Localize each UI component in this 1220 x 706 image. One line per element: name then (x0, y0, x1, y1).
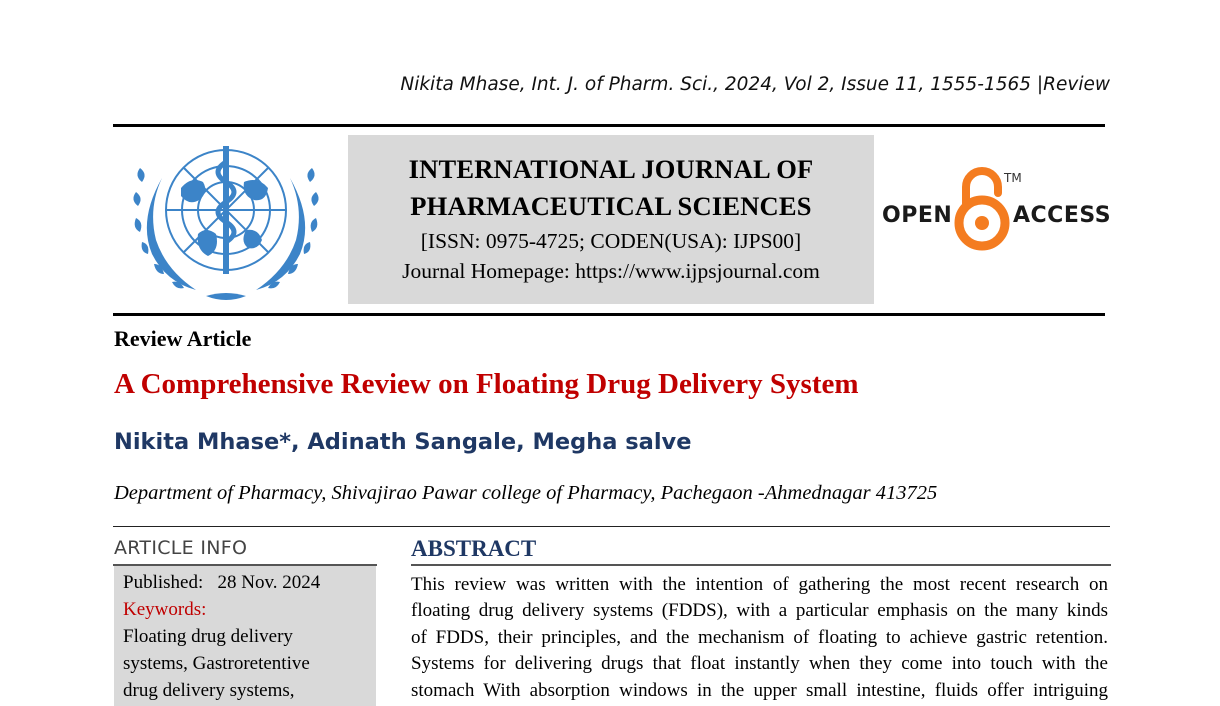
abstract-heading: ABSTRACT (411, 536, 537, 561)
open-access-word-open: OPEN (882, 203, 953, 228)
open-access-word-access: ACCESS (1013, 203, 1112, 228)
published-row (123, 569, 376, 596)
article-title: A Comprehensive Review on Floating Drug Delivery System (114, 368, 859, 400)
keyword-line: Floating drug delivery (123, 626, 293, 647)
abstract-line: This review was written with the intention of gathering the most recent research on (411, 574, 1108, 595)
abstract-line: Systems for delivering drugs that float instantly when they come into touch with the (411, 653, 1108, 675)
published-label: Published: (123, 572, 204, 593)
article-info-heading: ARTICLE INFO (114, 537, 248, 559)
open-access-logo (880, 165, 1112, 255)
un-who-emblem-icon (126, 138, 326, 306)
article-type: Review Article (114, 326, 252, 351)
abstract-body (411, 572, 1108, 704)
journal-banner (348, 135, 874, 304)
header-rule-bottom (113, 313, 1105, 316)
keyword-line: drug delivery systems, (123, 680, 295, 701)
abstract-line: floating drug delivery systems (FDDS), with a particular emphasis on the many kinds (411, 600, 1108, 622)
keywords-label: Keywords: (123, 599, 207, 620)
journal-title-line1: INTERNATIONAL JOURNAL OF (408, 154, 814, 184)
article-affiliation: Department of Pharmacy, Shivajirao Pawar college of Pharmacy, Pachegaon -Ahmednagar 413725 (114, 482, 938, 504)
published-date: 28 Nov. 2024 (217, 572, 321, 593)
article-authors: Nikita Mhase*, Adinath Sangale, Megha salve (114, 429, 692, 455)
abstract-rule (411, 564, 1111, 566)
journal-homepage[interactable]: Journal Homepage: https://www.ijpsjournal.com (402, 259, 820, 283)
open-access-lock-icon (954, 165, 1010, 255)
keyword-line: systems, Gastroretentive (123, 653, 310, 674)
article-info-box (114, 566, 376, 706)
journal-title-line2: PHARMACEUTICAL SCIENCES (410, 191, 812, 221)
abstract-line: of FDDS, their principles, and the mechanism of floating to achieve gastric retention. (411, 626, 1108, 648)
section-divider (113, 526, 1110, 527)
header-rule-top (113, 124, 1105, 127)
running-head: Nikita Mhase, Int. J. of Pharm. Sci., 2024, Vol 2, Issue 11, 1555-1565 |Review (400, 74, 1110, 95)
trademark-symbol: TM (1004, 171, 1022, 185)
journal-issn: [ISSN: 0975-4725; CODEN(USA): IJPS00] (420, 229, 802, 253)
abstract-line: stomach With absorption windows in the upper small intestine, fluids offer intriguing (411, 679, 1108, 701)
